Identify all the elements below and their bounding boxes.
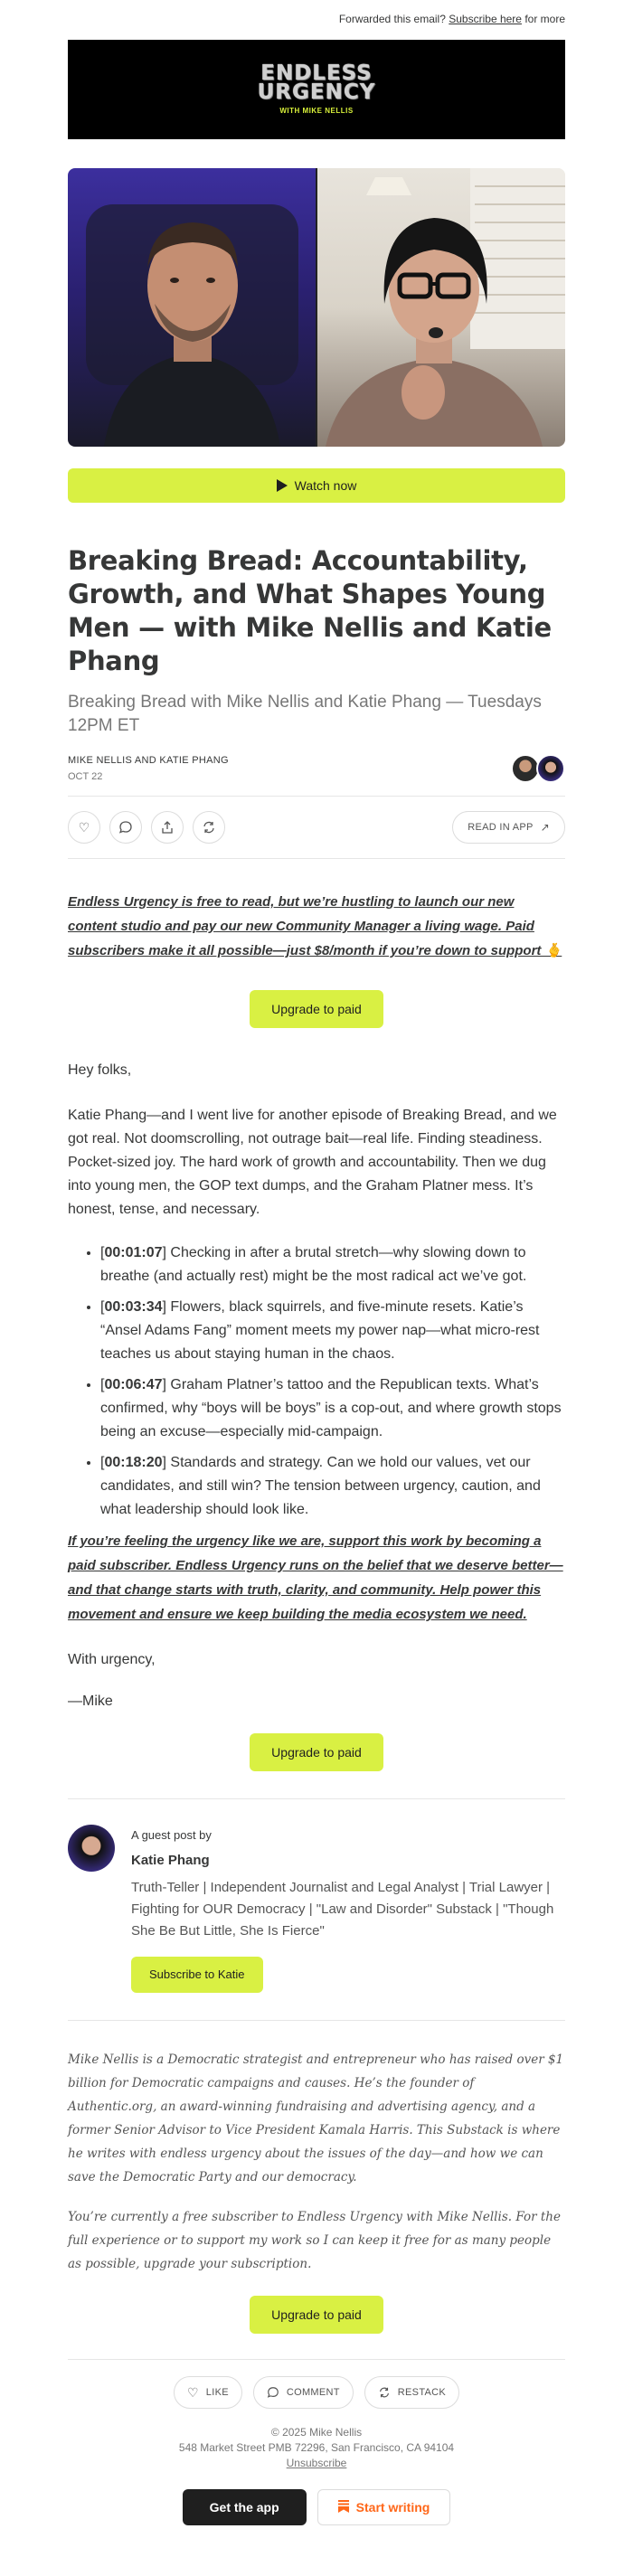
share-button[interactable]	[151, 811, 184, 844]
subscribe-to-katie-button[interactable]: Subscribe to Katie	[131, 1957, 263, 1993]
substack-logo-icon	[338, 2500, 349, 2515]
heart-icon: ♡	[78, 819, 90, 835]
list-item: • [00:06:47] Graham Platner’s tattoo and the Republican texts. What’s confirmed, why “boys will be boys” is a cop-out, and where growth stops being an excuse—especially mid-campaign.	[100, 1373, 565, 1444]
restack-icon	[202, 820, 216, 835]
logo-line-2: URGENCY	[257, 80, 376, 104]
signoff: With urgency,	[68, 1652, 156, 1667]
like-button[interactable]	[68, 811, 100, 844]
copyright: © 2025 Mike Nellis	[270, 2426, 363, 2439]
promo-paragraph[interactable]: Endless Urgency is free to read, but we’re hustling to launch our new content studio and pay our new Community Manager a living wage. Paid subscribers make it all possible—just $8/month if you’re down to support 🫰	[68, 894, 562, 958]
katie-figure	[316, 168, 565, 447]
read-in-app-button[interactable]	[452, 811, 565, 844]
list-item: • [00:01:07] Checking in after a brutal stretch—why slowing down to breathe (and actually rest) might be the most radical act we’ve got.	[100, 1241, 565, 1288]
comment-button[interactable]	[109, 811, 142, 844]
guest-bio: Truth-Teller | Independent Journalist and Legal Analyst | Trial Lawyer | Fighting for OUR Democracy | "Law and Disorder" Substack | "Though She Be But Little, She Is Fierce"	[131, 1880, 554, 1939]
greeting: Hey folks,	[68, 1062, 132, 1078]
forward-text: Forwarded this email?	[338, 13, 446, 25]
video-divider	[316, 168, 317, 447]
unsubscribe-link[interactable]: Unsubscribe	[286, 2457, 347, 2469]
avatar-katie[interactable]	[536, 754, 565, 783]
watch-now-button[interactable]	[68, 468, 565, 503]
like-label: LIKE	[205, 2387, 229, 2398]
timestamp-link[interactable]: 00:03:34	[104, 1299, 163, 1315]
video-panel-katie	[316, 168, 565, 447]
divider	[68, 2020, 565, 2021]
support-paragraph[interactable]: If you’re feeling the urgency like we are, support this work by becoming a paid subscriber. Endless Urgency runs on the belief that we deserve better—and that change starts with truth, clarity, and community. Help power this movement and ensure we keep building the media ecosystem we need.	[68, 1533, 563, 1622]
watch-now-label: Watch now	[294, 478, 357, 493]
comment-icon	[118, 820, 133, 835]
logo-line-1: ENDLESS	[260, 61, 373, 85]
free-subscriber-note: You’re currently a free subscriber to Endless Urgency with Mike Nellis. For the full experience or to support my work so I can keep it free for as many people as possible, upgrade your subscription.	[68, 2210, 561, 2271]
signature: —Mike	[68, 1694, 113, 1709]
restack-icon	[378, 2386, 391, 2399]
play-icon	[277, 479, 288, 492]
guest-name[interactable]: Katie Phang	[131, 1853, 210, 1868]
video-panel-mike	[68, 168, 316, 447]
timestamp-link[interactable]: 00:01:07	[104, 1245, 163, 1260]
divider	[68, 1798, 565, 1799]
list-item: • [00:03:34] Flowers, black squirrels, and five-minute resets. Katie’s “Ansel Adams Fang” moment meets my power nap—what micro-rest teaches us about staying human in the chaos.	[100, 1296, 565, 1366]
upgrade-button-1[interactable]: Upgrade to paid	[250, 990, 383, 1028]
footer-action-bar	[68, 2376, 565, 2409]
get-the-app-button[interactable]: Get the app	[183, 2489, 307, 2525]
app-row	[68, 2489, 565, 2525]
episode-timestamps	[68, 1241, 565, 1522]
restack-label: RESTACK	[397, 2387, 447, 2398]
footer-restack-button[interactable]	[364, 2376, 459, 2409]
footer-info	[68, 2425, 565, 2471]
footer-comment-button[interactable]	[253, 2376, 354, 2409]
upgrade-button-3[interactable]: Upgrade to paid	[250, 2296, 383, 2334]
mike-figure	[68, 168, 316, 447]
post-title[interactable]: Breaking Bread: Accountability, Growth, and What Shapes Young Men — with Mike Nellis and Katie Phang	[68, 545, 552, 676]
video-thumbnail[interactable]	[68, 168, 565, 447]
post-subtitle: Breaking Bread with Mike Nellis and Katie Phang — Tuesdays 12PM ET	[68, 693, 542, 735]
restack-button[interactable]	[193, 811, 225, 844]
logo-subline: WITH MIKE NELLIS	[279, 107, 354, 115]
arrow-right-icon: ↗	[540, 821, 550, 834]
divider	[68, 2359, 565, 2360]
comment-label: COMMENT	[286, 2387, 340, 2398]
guest-card	[68, 1825, 565, 1993]
post-authors[interactable]: MIKE NELLIS AND KATIE PHANG	[68, 755, 229, 766]
post-date: OCT 22	[68, 771, 103, 782]
timestamp-link[interactable]: 00:18:20	[104, 1455, 163, 1470]
author-avatars	[511, 754, 565, 783]
publication-banner[interactable]	[68, 40, 565, 139]
upgrade-button-2[interactable]: Upgrade to paid	[250, 1733, 383, 1771]
share-icon	[160, 820, 175, 835]
subscribe-here-link[interactable]: Subscribe here	[449, 13, 522, 25]
forward-notice	[68, 0, 565, 40]
mailing-address: 548 Market Street PMB 72296, San Francisco, CA 94104	[178, 2441, 455, 2454]
heart-icon: ♡	[186, 2384, 199, 2400]
comment-icon	[267, 2386, 279, 2399]
start-writing-button[interactable]	[317, 2489, 451, 2525]
timestamp-link[interactable]: 00:06:47	[104, 1377, 163, 1392]
forward-suffix: for more	[524, 13, 565, 25]
list-item: • [00:18:20] Standards and strategy. Can we hold our values, vet our candidates, and still win? The tension between urgency, caution, and what leadership should look like.	[100, 1451, 565, 1522]
guest-avatar[interactable]	[68, 1825, 115, 1872]
author-bio: Mike Nellis is a Democratic strategist and entrepreneur who has raised over $1 billion for Democratic campaigns and causes. He’s the founder of Authentic.org, an award-winning fundraising and advertising agency, and a former Senior Advisor to Vice President Kamala Harris. This Substack is where he writes with endless urgency about the issues of the day—and how we can save the Democratic Party and our democracy.	[68, 2052, 564, 2184]
start-writing-label: Start writing	[355, 2500, 430, 2515]
read-in-app-label: READ IN APP	[468, 822, 534, 833]
guest-kicker: A guest post by	[131, 1828, 212, 1842]
intro-paragraph: Katie Phang—and I went live for another episode of Breaking Bread, and we got real. Not doomscrolling, not outrage bait—real life. Finding steadiness. Pocket-sized joy. The hard work of growth and accountability. Then we dug into young men, the GOP text dumps, and the Graham Platner mess. It’s honest, tense, and necessary.	[68, 1108, 557, 1217]
post-action-bar	[68, 796, 565, 859]
footer-like-button[interactable]	[174, 2376, 242, 2409]
byline	[68, 754, 565, 783]
